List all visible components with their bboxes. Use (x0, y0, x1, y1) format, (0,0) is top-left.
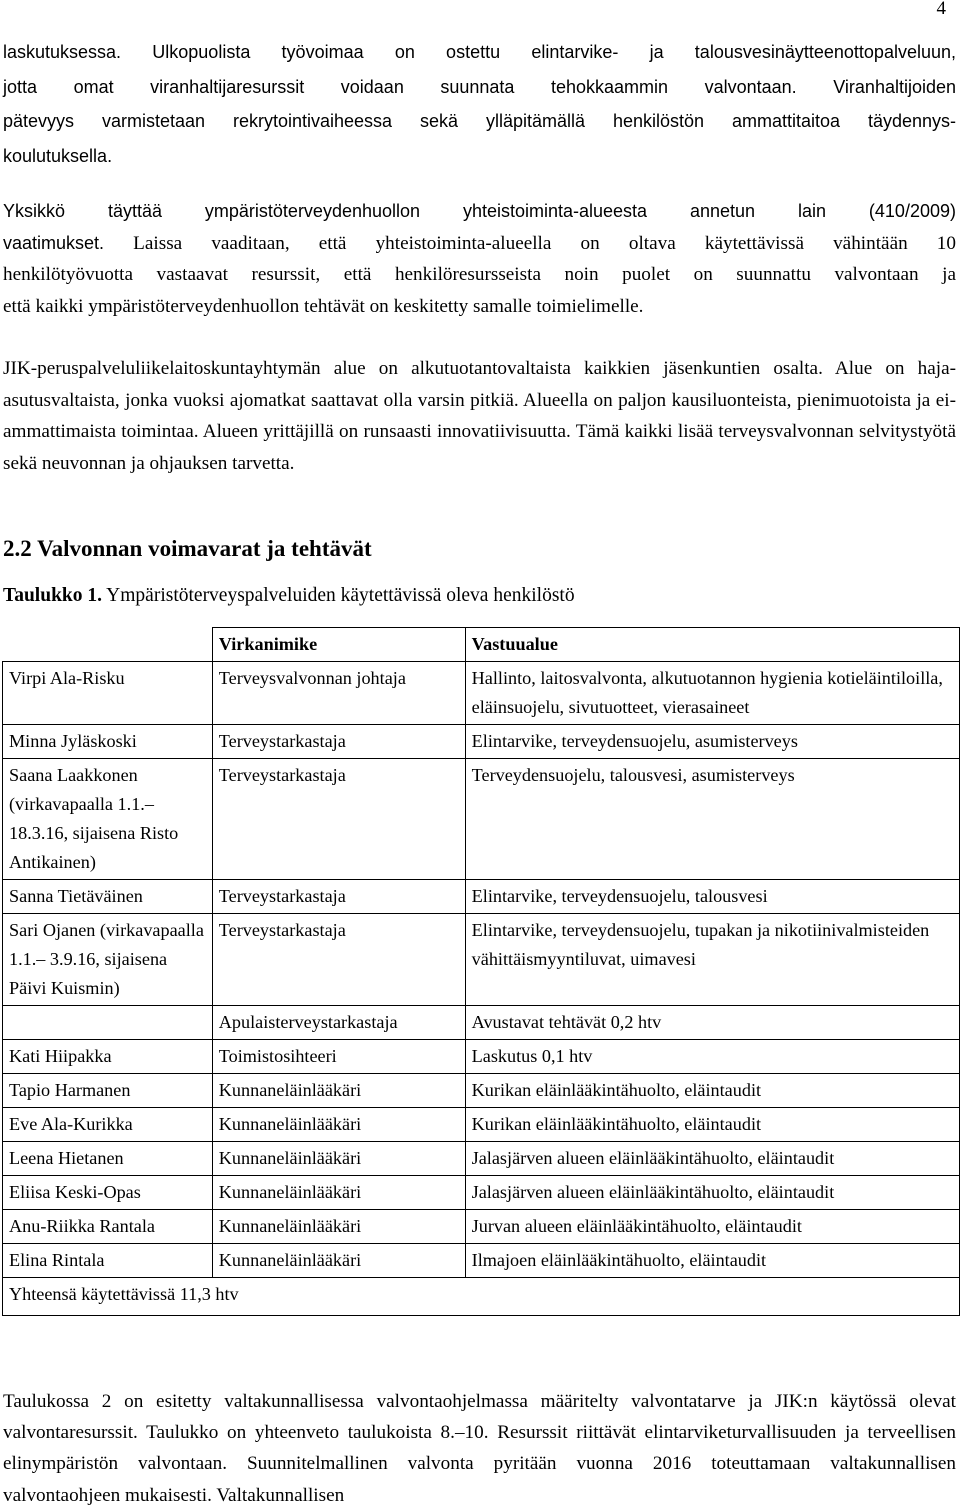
cell-responsibility: Jurvan alueen eläinlääkintähuolto, eläintaudit (465, 1210, 959, 1244)
cell-name: Kati Hiipakka (3, 1040, 213, 1074)
staff-table (2, 627, 960, 1316)
intro-line-1: laskutuksessa. Ulkopuolista työvoimaa on ostettu elintarvike- ja talousvesinäytteenottopalveluun, (3, 42, 956, 62)
cell-name: Virpi Ala-Risku (3, 662, 213, 725)
cell-responsibility: Kurikan eläinlääkintähuolto, eläintaudit (465, 1074, 959, 1108)
cell-title: Kunnaneläinlääkäri (212, 1108, 465, 1142)
cell-responsibility: Hallinto, laitosvalvonta, alkutuotannon hygienia kotieläintiloilla, eläinsuojelu, sivutuotteet, vierasaineet (465, 662, 959, 725)
cell-responsibility: Avustavat tehtävät 0,2 htv (465, 1006, 959, 1040)
header-name (3, 628, 213, 662)
cell-name (3, 1006, 213, 1040)
table-caption-label: Taulukko 1. (3, 585, 103, 606)
cell-responsibility: Laskutus 0,1 htv (465, 1040, 959, 1074)
intro-line-2: jotta omat viranhaltijaresurssit voidaan suunnata tehokkaammin valvontaan. Viranhaltijoiden (3, 76, 956, 97)
table-row (3, 914, 960, 1006)
table-caption (3, 585, 575, 607)
table-row (3, 1244, 960, 1278)
table-row (3, 880, 960, 914)
cell-responsibility: Terveydensuojelu, talousvesi, asumisterveys (465, 759, 959, 880)
cell-title: Kunnaneläinlääkäri (212, 1176, 465, 1210)
cell-responsibility: Ilmajoen eläinlääkintähuolto, eläintaudit (465, 1244, 959, 1278)
cell-title: Terveystarkastaja (212, 880, 465, 914)
cell-title: Kunnaneläinlääkäri (212, 1210, 465, 1244)
cell-responsibility: Kurikan eläinlääkintähuolto, eläintaudit (465, 1108, 959, 1142)
law-line-1: Yksikkö täyttää ympäristöterveydenhuollon yhteistoiminta-alueesta annetun lain (410/2009) (3, 201, 956, 221)
header-title: Virkanimike (212, 628, 465, 662)
cell-name: Anu-Riikka Rantala (3, 1210, 213, 1244)
table-row (3, 1142, 960, 1176)
cell-name: Saana Laakkonen (virkavapaalla 1.1.– 18.3.16, sijaisena Risto Antikainen) (3, 759, 213, 880)
table-row (3, 1108, 960, 1142)
table-row (3, 662, 960, 725)
table-row (3, 1074, 960, 1108)
table-row (3, 1006, 960, 1040)
cell-responsibility: Jalasjärven alueen eläinlääkintähuolto, eläintaudit (465, 1176, 959, 1210)
cell-title: Terveystarkastaja (212, 759, 465, 880)
cell-responsibility: Elintarvike, terveydensuojelu, tupakan ja nikotiinivalmisteiden vähittäismyyntiluvat, uimavesi (465, 914, 959, 1006)
cell-responsibility: Elintarvike, terveydensuojelu, talousvesi (465, 880, 959, 914)
law-line-3: henkilötyövuotta vastaavat resurssit, että henkilöresursseista noin puolet on suunnattu valvontaan ja (3, 264, 956, 285)
paragraph-law (3, 196, 956, 322)
cell-title: Kunnaneläinlääkäri (212, 1074, 465, 1108)
cell-name: Sari Ojanen (virkavapaalla 1.1.– 3.9.16, sijaisena Päivi Kuismin) (3, 914, 213, 1006)
table-caption-text: Ympäristöterveyspalveluiden käytettävissä oleva henkilöstö (102, 585, 575, 606)
cell-title: Terveystarkastaja (212, 914, 465, 1006)
cell-name: Minna Jyläskoski (3, 725, 213, 759)
table-row (3, 759, 960, 880)
law-line-2-start: vaatimukset. (3, 232, 105, 253)
cell-responsibility: Elintarvike, terveydensuojelu, asumisterveys (465, 725, 959, 759)
cell-title: Apulaisterveystarkastaja (212, 1006, 465, 1040)
intro-line-3: pätevyys varmistetaan rekrytointivaiheessa sekä ylläpitämällä henkilöstön ammattitaitoa täydennys- (3, 111, 956, 131)
page-number: 4 (936, 0, 946, 19)
table-total-row (3, 1278, 960, 1316)
intro-paragraph (3, 35, 956, 173)
cell-name: Sanna Tietäväinen (3, 880, 213, 914)
cell-name: Eliisa Keski-Opas (3, 1176, 213, 1210)
cell-title: Kunnaneläinlääkäri (212, 1142, 465, 1176)
cell-name: Eve Ala-Kurikka (3, 1108, 213, 1142)
cell-title: Terveystarkastaja (212, 725, 465, 759)
bottom-paragraph: Taulukossa 2 on esitetty valtakunnallisessa valvontaohjelmassa määritelty valvontatarve ja JIK:n käytössä olevat valvontaresurssit. Taulukko on yhteenveto taulukoista 8.–10. Resurssit riittävät elintarviketurvallisuuden ja terveellisen elinympäristön valvontaan. Suunnitelmallinen valvonta pyritään vuonna 2016 toteuttamaan valtakunnallisen valvontaohjeen mukaisesti. Valtakunnallisen (3, 1391, 956, 1506)
cell-name: Tapio Harmanen (3, 1074, 213, 1108)
cell-title: Kunnaneläinlääkäri (212, 1244, 465, 1278)
cell-title: Terveysvalvonnan johtaja (212, 662, 465, 725)
paragraph-region: JIK-peruspalveluliikelaitoskuntayhtymän alue on alkutuotantovaltaista kaikkien jäsenkuntien osalta. Alue on haja-asutusvaltaista, jonka vuoksi ajomatkat saattavat olla varsin pitkiä. Alueella on paljon kausiluonteista, pienimuotoista ja ei-ammattimaista toimintaa. Alueen yrittäjillä on runsaasti innovatiivisuutta. Tämä kaikki lisää terveysvalvonnan selvitystyötä sekä neuvonnan ja ohjauksen tarvetta. (3, 358, 956, 474)
cell-name: Leena Hietanen (3, 1142, 213, 1176)
cell-name: Elina Rintala (3, 1244, 213, 1278)
law-line-2 (3, 228, 956, 260)
cell-title: Toimistosihteeri (212, 1040, 465, 1074)
header-responsibility: Vastuualue (465, 628, 959, 662)
table-row (3, 1210, 960, 1244)
table-row (3, 1040, 960, 1074)
table-header-row (3, 628, 960, 662)
table-row (3, 725, 960, 759)
cell-responsibility: Jalasjärven alueen eläinlääkintähuolto, eläintaudit (465, 1142, 959, 1176)
section-heading: 2.2 Valvonnan voimavarat ja tehtävät (3, 536, 372, 561)
intro-line-4: koulutuksella. (3, 145, 113, 166)
total-cell: Yhteensä käytettävissä 11,3 htv (3, 1278, 960, 1316)
law-line-4: että kaikki ympäristöterveydenhuollon tehtävät on keskitetty samalle toimielimelle. (3, 295, 644, 317)
law-line-2-rest: Laissa vaaditaan, että yhteistoiminta-alueella on oltava käytettävissä vähintään 10 (104, 232, 956, 254)
table-row (3, 1176, 960, 1210)
